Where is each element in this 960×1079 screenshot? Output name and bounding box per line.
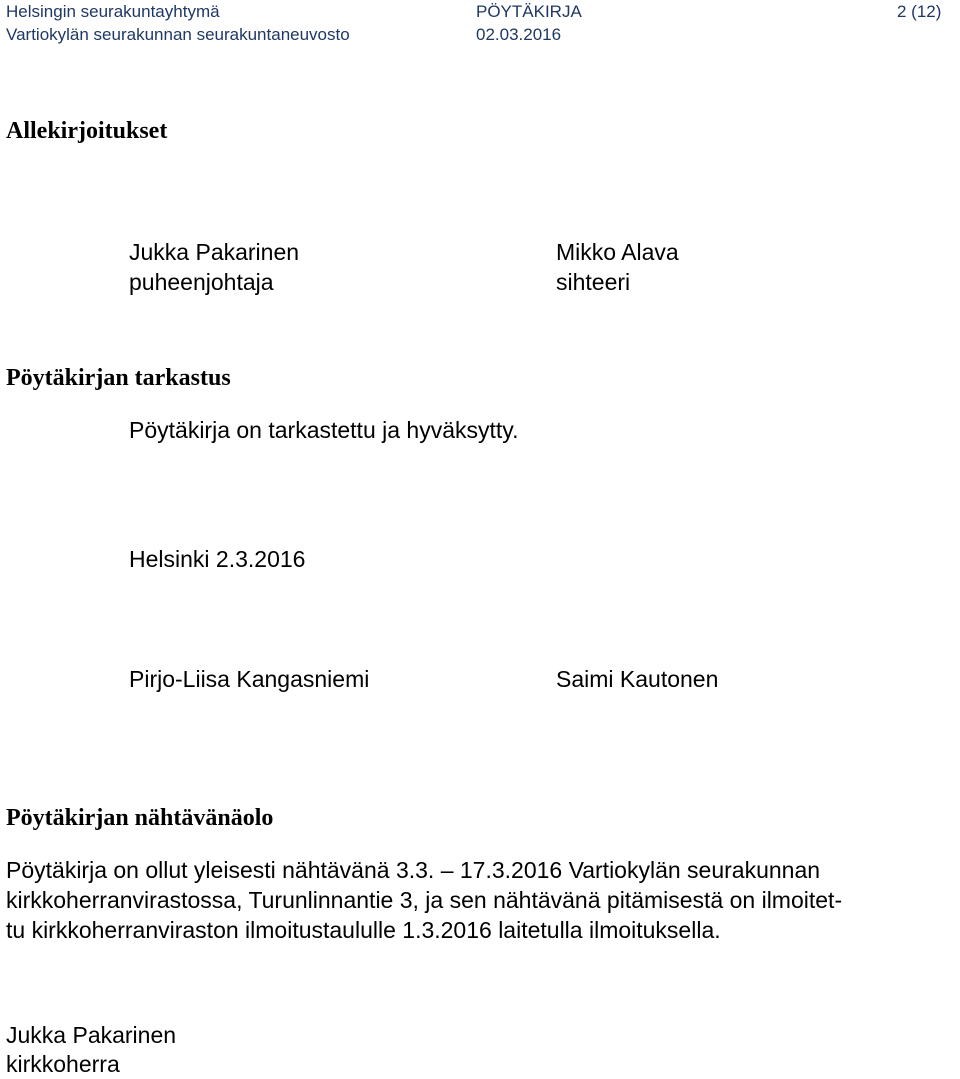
chair-role: puheenjohtaja — [129, 269, 274, 295]
review-heading: Pöytäkirjan tarkastus — [6, 365, 231, 391]
signer-name: Jukka Pakarinen — [6, 1022, 177, 1048]
display-line: kirkkoherranvirastossa, Turunlinnantie 3, ja sen nähtävänä pitämisestä on ilmoitet- — [6, 887, 843, 913]
page-number: 2 (12) — [897, 2, 942, 21]
document-type: PÖYTÄKIRJA — [476, 2, 582, 21]
display-paragraph — [6, 855, 958, 945]
body-name: Vartiokylän seurakunnan seurakuntaneuvosto — [6, 25, 350, 44]
review-statement: Pöytäkirja on tarkastettu ja hyväksytty. — [129, 417, 519, 443]
secretary-name: Mikko Alava — [556, 239, 679, 265]
display-heading: Pöytäkirjan nähtävänäolo — [6, 805, 274, 831]
signer-role: kirkkoherra — [6, 1051, 120, 1077]
display-line: Pöytäkirja on ollut yleisesti nähtävänä 3.3. – 17.3.2016 Vartiokylän seurakunnan — [6, 857, 821, 883]
reviewer-1-name: Pirjo-Liisa Kangasniemi — [129, 666, 370, 692]
reviewer-2-name: Saimi Kautonen — [556, 666, 719, 692]
secretary-role: sihteeri — [556, 269, 631, 295]
organization-name: Helsingin seurakuntayhtymä — [6, 2, 220, 21]
chair-name: Jukka Pakarinen — [129, 239, 300, 265]
display-line: tu kirkkoherranviraston ilmoitustaululle 1.3.2016 laitetulla ilmoituksella. — [6, 917, 721, 943]
review-place-date: Helsinki 2.3.2016 — [129, 546, 306, 572]
document-date: 02.03.2016 — [476, 25, 562, 44]
signatures-heading: Allekirjoitukset — [6, 118, 168, 144]
